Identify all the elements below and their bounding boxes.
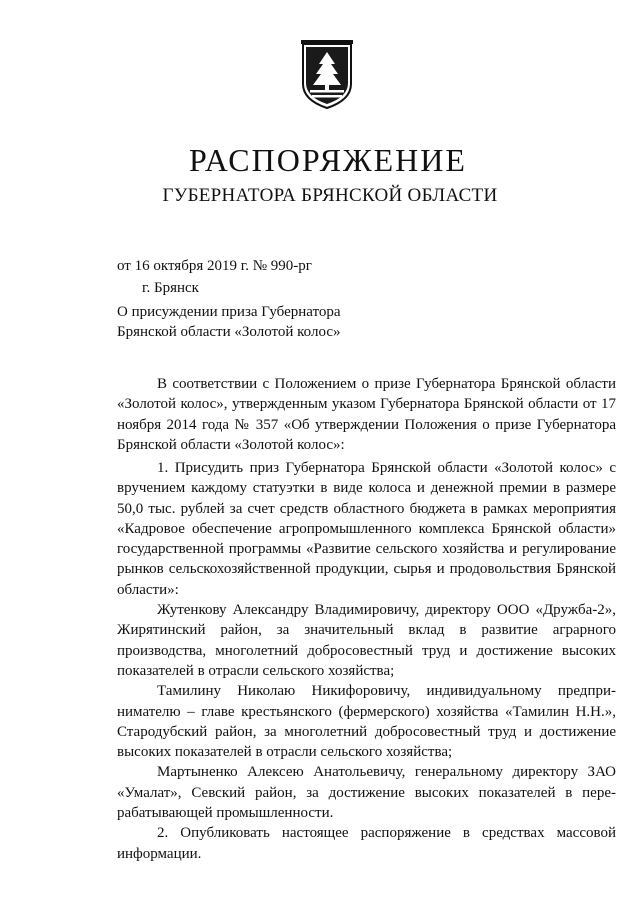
bryansk-coat-of-arms-icon: [297, 40, 357, 112]
awardee-2-paragraph: Тамилину Николаю Никифоровичу, индивидуальному предпринимателю – главе крестьянского (фермерского) хозяйства «Тамилин Н.Н.», Стародубский район, за многолетний добросовестный труд и достижение высоких показателей в отрасли сельского хозяйства;: [117, 683, 616, 761]
document-title: РАСПОРЯЖЕНИЕ: [189, 142, 467, 178]
preamble-section: [117, 374, 616, 455]
document-subtitle: ГУБЕРНАТОРА БРЯНСКОЙ ОБЛАСТИ: [162, 185, 498, 206]
preamble-paragraph: В соответствии с Положением о призе Губернатора Брянской области «Золотой колос», утвержденным указом Губернатора Брянской области от 17 ноября 2014 года № 357 «Об утверждении Положения о призе Губернатора Брянской области «Золотой колос»:: [117, 376, 616, 453]
document-city: г. Брянск: [142, 280, 199, 296]
awardee-3-paragraph: Мартыненко Алексею Анатольевичу, генеральному директору ЗАО «Умалат», Севский район, за достижение высоких показателей в перерабатывающей промышленности.: [117, 764, 616, 822]
document-date-number: от 16 октября 2019 г. № 990-рг: [117, 258, 312, 274]
points-section: [117, 458, 616, 864]
point-1-paragraph: 1. Присудить приз Губернатора Брянской области «Золотой колос» с вручением каждому статуэтки в виде колоса и денежной премии в размере 50,0 тыс. рублей за счет средств областного бюджета в рамках мероприятия «Кадровое обеспечение агропромышленного комплекса Брянской области» государственной программы «Развитие сельского хозяйства и регулирование рынков сельскохозяйственной продукции, сырья и продовольствия Брянской области»:: [117, 460, 616, 598]
document-subject-line-2: Брянской области «Золотой колос»: [117, 324, 341, 340]
point-2-paragraph: 2. Опубликовать настоящее распоряжение в средствах массовой информации.: [117, 825, 616, 862]
document-subject-line-1: О присуждении приза Губернатора: [117, 304, 341, 320]
awardee-1-paragraph: Жутенкову Александру Владимировичу, директору ООО «Дружба-2», Жирятинский район, за значительный вклад в развитие аграрного производства, многолетний добросовестный труд и достижение высоких показателей в отрасли сельского хозяйства;: [117, 602, 616, 679]
